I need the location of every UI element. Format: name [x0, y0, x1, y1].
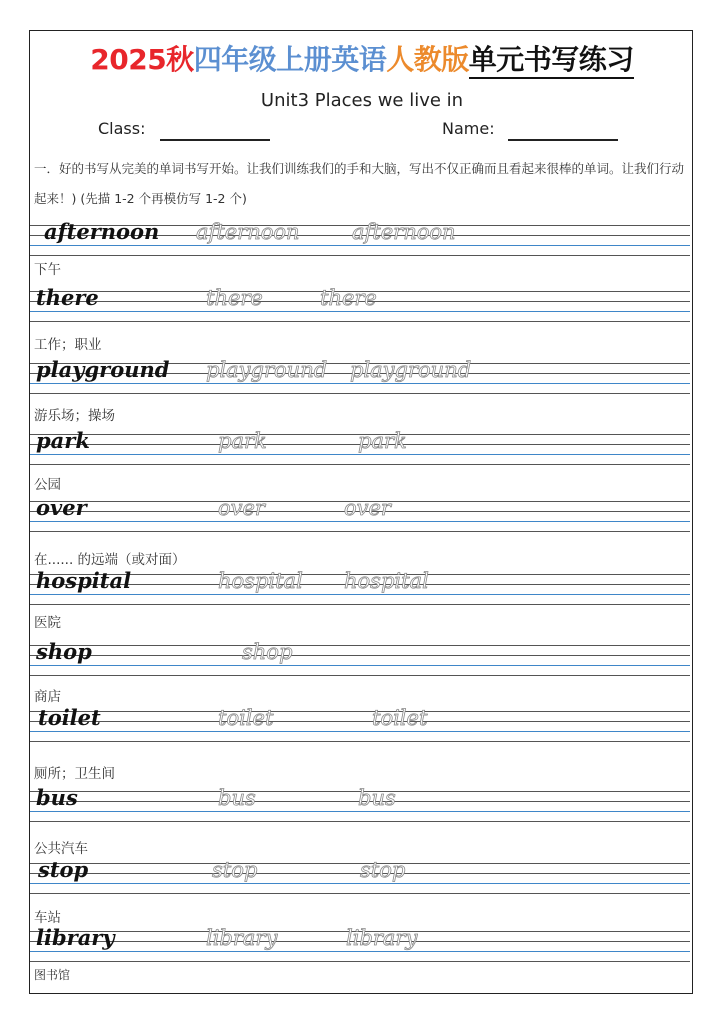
instructions: 一．好的书写从完美的单词书写开始。让我们训练我们的手和大脑，写出不仅正确而且看起来很棒的单词。让我们行动起来！) (先描 1-2 个再模仿写 1-2 个)	[34, 161, 685, 206]
guide-line	[30, 711, 690, 712]
model-word: stop	[38, 857, 89, 882]
guide-baseline	[30, 811, 690, 812]
guide-line	[30, 464, 690, 465]
trace-word: toilet	[218, 706, 274, 730]
model-word: there	[36, 285, 99, 310]
worksheet-title	[0, 38, 724, 78]
trace-word: bus	[218, 786, 256, 810]
name-blank[interactable]	[508, 139, 618, 141]
guide-baseline	[30, 883, 690, 884]
guide-line	[30, 393, 690, 394]
word-meaning: 图书馆	[34, 968, 71, 982]
guide-line	[30, 321, 690, 322]
guide-baseline	[30, 521, 690, 522]
model-word: park	[36, 428, 90, 453]
trace-word: over	[218, 496, 265, 520]
trace-word: library	[206, 926, 278, 950]
trace-word: park	[358, 429, 407, 453]
guide-baseline	[30, 311, 690, 312]
guide-line	[30, 255, 690, 256]
word-meaning: 厕所；卫生间	[34, 766, 115, 782]
trace-word: stop	[360, 858, 406, 882]
word-row	[30, 638, 690, 683]
word-row	[30, 784, 690, 829]
model-word: bus	[36, 785, 78, 810]
word-row	[30, 284, 690, 329]
trace-word: park	[218, 429, 267, 453]
class-label: Class:	[98, 119, 146, 138]
guide-baseline	[30, 665, 690, 666]
guide-baseline	[30, 594, 690, 595]
guide-baseline	[30, 731, 690, 732]
guide-line	[30, 961, 690, 962]
word-meaning: 工作；职业	[34, 337, 102, 353]
word-meaning: 游乐场；操场	[34, 408, 115, 424]
guide-baseline	[30, 454, 690, 455]
model-word: playground	[36, 357, 170, 382]
trace-word: playground	[350, 358, 472, 382]
word-meaning: 公共汽车	[34, 841, 88, 857]
word-row	[30, 704, 690, 749]
word-row	[30, 567, 690, 612]
title-grade: 四年级上册英语	[193, 43, 387, 76]
word-meaning: 车站	[34, 910, 61, 926]
name-label: Name:	[442, 119, 495, 138]
word-meaning: 公园	[34, 477, 61, 493]
model-word: toilet	[38, 705, 101, 730]
guide-line	[30, 893, 690, 894]
trace-word: over	[344, 496, 391, 520]
word-row	[30, 218, 690, 263]
word-row	[30, 427, 690, 472]
guide-baseline	[30, 245, 690, 246]
trace-word: shop	[242, 640, 293, 664]
guide-baseline	[30, 383, 690, 384]
title-year: 2025秋	[90, 43, 194, 76]
guide-line	[30, 721, 690, 722]
word-row	[30, 356, 690, 401]
title-rest: 单元书写练习	[469, 43, 634, 79]
model-word: afternoon	[44, 219, 160, 244]
guide-line	[30, 741, 690, 742]
model-word: hospital	[36, 568, 132, 593]
word-meaning: 在...... 的远端（或对面）	[34, 552, 186, 568]
guide-line	[30, 655, 690, 656]
trace-word: playground	[206, 358, 328, 382]
guide-baseline	[30, 951, 690, 952]
word-row	[30, 924, 690, 969]
trace-word: toilet	[372, 706, 428, 730]
trace-word: there	[206, 286, 263, 310]
word-meaning: 医院	[34, 615, 61, 631]
guide-line	[30, 675, 690, 676]
guide-line	[30, 604, 690, 605]
trace-word: hospital	[218, 569, 303, 593]
word-row	[30, 856, 690, 901]
guide-line	[30, 645, 690, 646]
title-edition: 人教版	[386, 43, 469, 76]
class-blank[interactable]	[160, 139, 270, 141]
trace-word: hospital	[344, 569, 429, 593]
guide-line	[30, 821, 690, 822]
model-word: over	[36, 495, 87, 520]
unit-subtitle: Unit3 Places we live in	[260, 90, 464, 111]
trace-word: afternoon	[196, 220, 300, 244]
guide-line	[30, 531, 690, 532]
trace-word: there	[320, 286, 377, 310]
model-word: library	[36, 925, 115, 950]
trace-word: stop	[212, 858, 258, 882]
word-meaning: 下午	[34, 262, 61, 278]
trace-word: bus	[358, 786, 396, 810]
trace-word: library	[346, 926, 418, 950]
trace-word: afternoon	[352, 220, 456, 244]
model-word: shop	[36, 639, 92, 664]
word-row	[30, 494, 690, 539]
word-meaning: 商店	[34, 689, 61, 705]
